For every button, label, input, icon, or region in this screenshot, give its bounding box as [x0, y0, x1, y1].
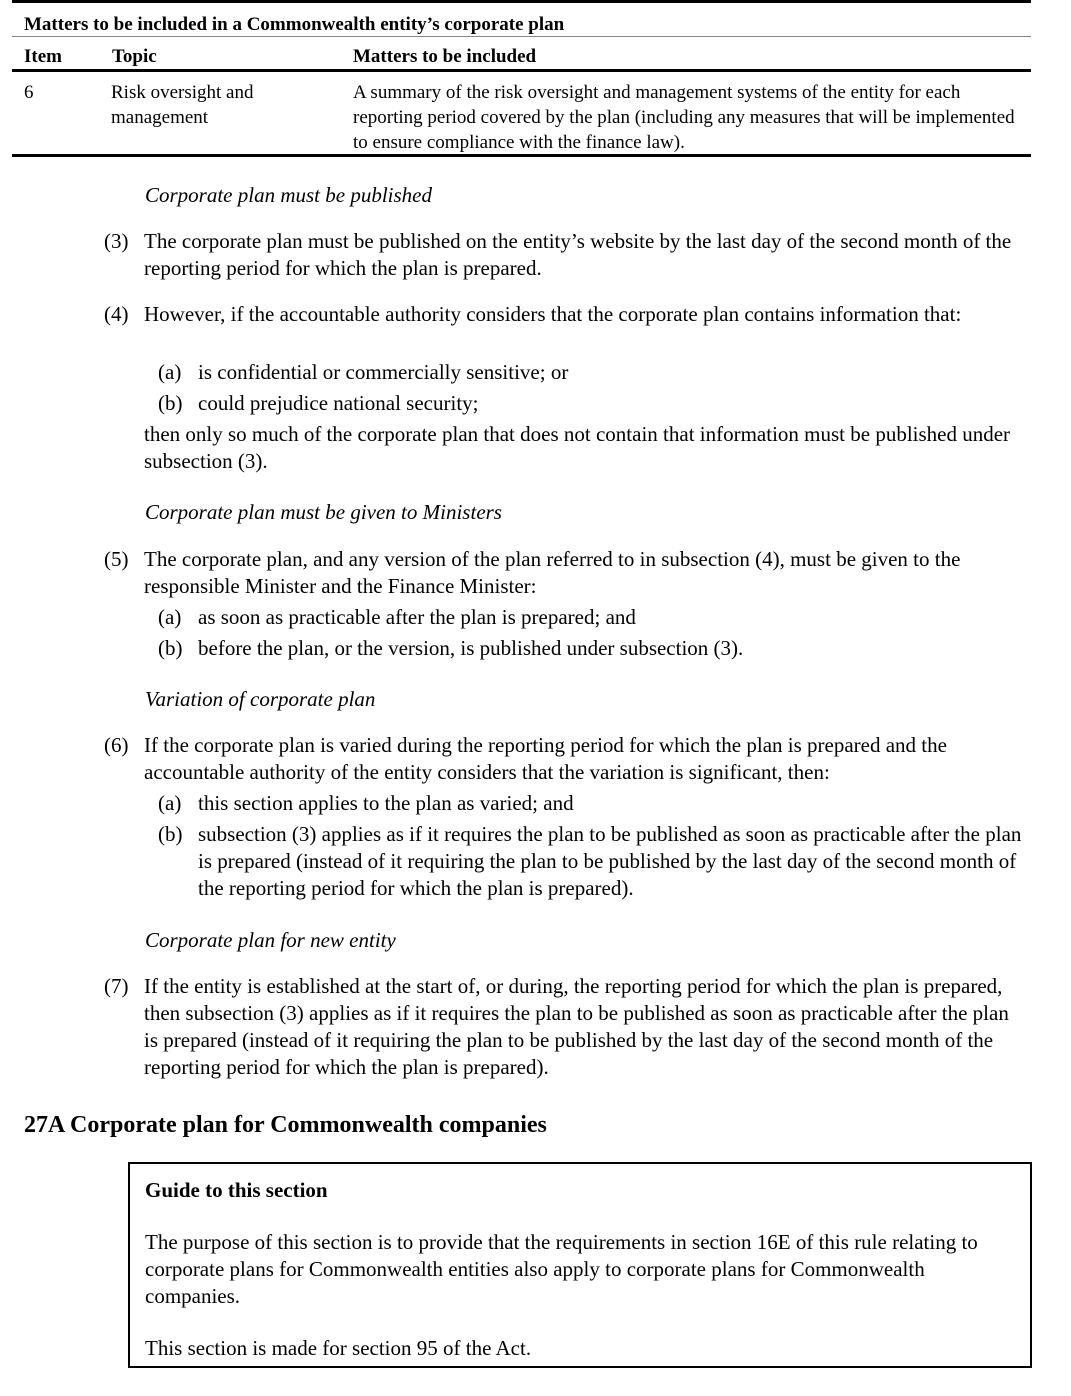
table-title-divider: [12, 36, 1031, 37]
subsection-text: If the entity is established at the start of, or during, the reporting period for which the plan is prepared, then subsection (3) applies as if it requires the plan to be published as soon as practicable after the plan is prepared (instead of it requiring the plan to be published by the last day of the second month of the reporting period for which the plan is prepared).: [144, 974, 1009, 1079]
subsection-4-continuation: then only so much of the corporate plan that does not contain that information must be published under subsection (3).: [144, 422, 1011, 473]
guide-paragraph-purpose: The purpose of this section is to provide that the requirements in section 16E of this rule relating to corporate plans for Commonwealth entities also apply to corporate plans for Commonwealth companies.: [145, 1230, 978, 1308]
paragraph-number: (b): [158, 822, 183, 846]
subsection-number: (4): [104, 302, 129, 326]
paragraph-5a: [158, 604, 1024, 631]
heading-given-to-ministers: Corporate plan must be given to Ministers: [145, 500, 502, 524]
column-header-matters: Matters to be included: [353, 46, 537, 67]
subsection-number: (6): [104, 733, 129, 757]
subsection-number: (7): [104, 974, 129, 998]
paragraph-text: this section applies to the plan as varied; and: [198, 791, 574, 815]
paragraph-text: before the plan, or the version, is published under subsection (3).: [198, 636, 744, 660]
guide-box: [128, 1162, 1032, 1368]
paragraph-text: subsection (3) applies as if it requires the plan to be published as soon as practicable after the plan is prepared (instead of it requiring the plan to be published by the last day of the second month of the reporting period for which the plan is prepared).: [198, 822, 1022, 900]
subsection-text: If the corporate plan is varied during the reporting period for which the plan is prepared and the accountable authority of the entity considers that the variation is significant, then:: [144, 733, 947, 784]
matters-table: [12, 0, 1031, 159]
subsection-number: (5): [104, 547, 129, 571]
section-27a-title: 27A Corporate plan for Commonwealth companies: [24, 1112, 547, 1138]
subsection-text: The corporate plan, and any version of the plan referred to in subsection (4), must be given to the responsible Minister and the Finance Minister:: [144, 547, 961, 598]
guide-paragraph-authority: This section is made for section 95 of the Act.: [145, 1336, 532, 1360]
column-header-item: Item: [24, 46, 62, 67]
heading-variation: Variation of corporate plan: [145, 687, 376, 711]
column-header-topic: Topic: [112, 46, 157, 67]
paragraph-4b: [158, 390, 1024, 417]
row-matters: A summary of the risk oversight and management systems of the entity for each reporting period covered by the plan (including any measures that will be implemented to ensure compliance with the finance law).: [353, 82, 1015, 153]
table-bottom-rule: [12, 154, 1031, 157]
paragraph-text: could prejudice national security;: [198, 391, 479, 415]
guide-title: Guide to this section: [145, 1178, 328, 1202]
table-header-divider: [12, 69, 1031, 72]
heading-must-be-published: Corporate plan must be published: [145, 183, 432, 207]
table-title: Matters to be included in a Commonwealth entity’s corporate plan: [24, 14, 565, 35]
subsection-3: [104, 228, 1024, 282]
row-topic: Risk oversight and management: [111, 82, 254, 128]
paragraph-number: (b): [158, 636, 183, 660]
paragraph-6a: [158, 790, 1024, 817]
row-item-number: 6: [24, 82, 34, 103]
paragraph-number: (a): [158, 605, 182, 629]
paragraph-text: as soon as practicable after the plan is prepared; and: [198, 605, 636, 629]
paragraph-number: (a): [158, 791, 182, 815]
paragraph-5b: [158, 635, 1024, 662]
heading-new-entity: Corporate plan for new entity: [145, 928, 396, 952]
paragraph-4a: [158, 359, 1024, 386]
paragraph-6b: [158, 821, 1024, 902]
subsection-5: [104, 546, 1024, 600]
subsection-6: [104, 732, 1024, 786]
subsection-number: (3): [104, 229, 129, 253]
paragraph-number: (b): [158, 391, 183, 415]
subsection-7: [104, 973, 1024, 1081]
paragraph-number: (a): [158, 360, 182, 384]
subsection-text: The corporate plan must be published on the entity’s website by the last day of the second month of the reporting period for which the plan is prepared.: [144, 229, 1012, 280]
subsection-4: [104, 301, 1024, 355]
subsection-text: However, if the accountable authority considers that the corporate plan contains information that:: [144, 302, 962, 326]
paragraph-text: is confidential or commercially sensitive; or: [198, 360, 569, 384]
